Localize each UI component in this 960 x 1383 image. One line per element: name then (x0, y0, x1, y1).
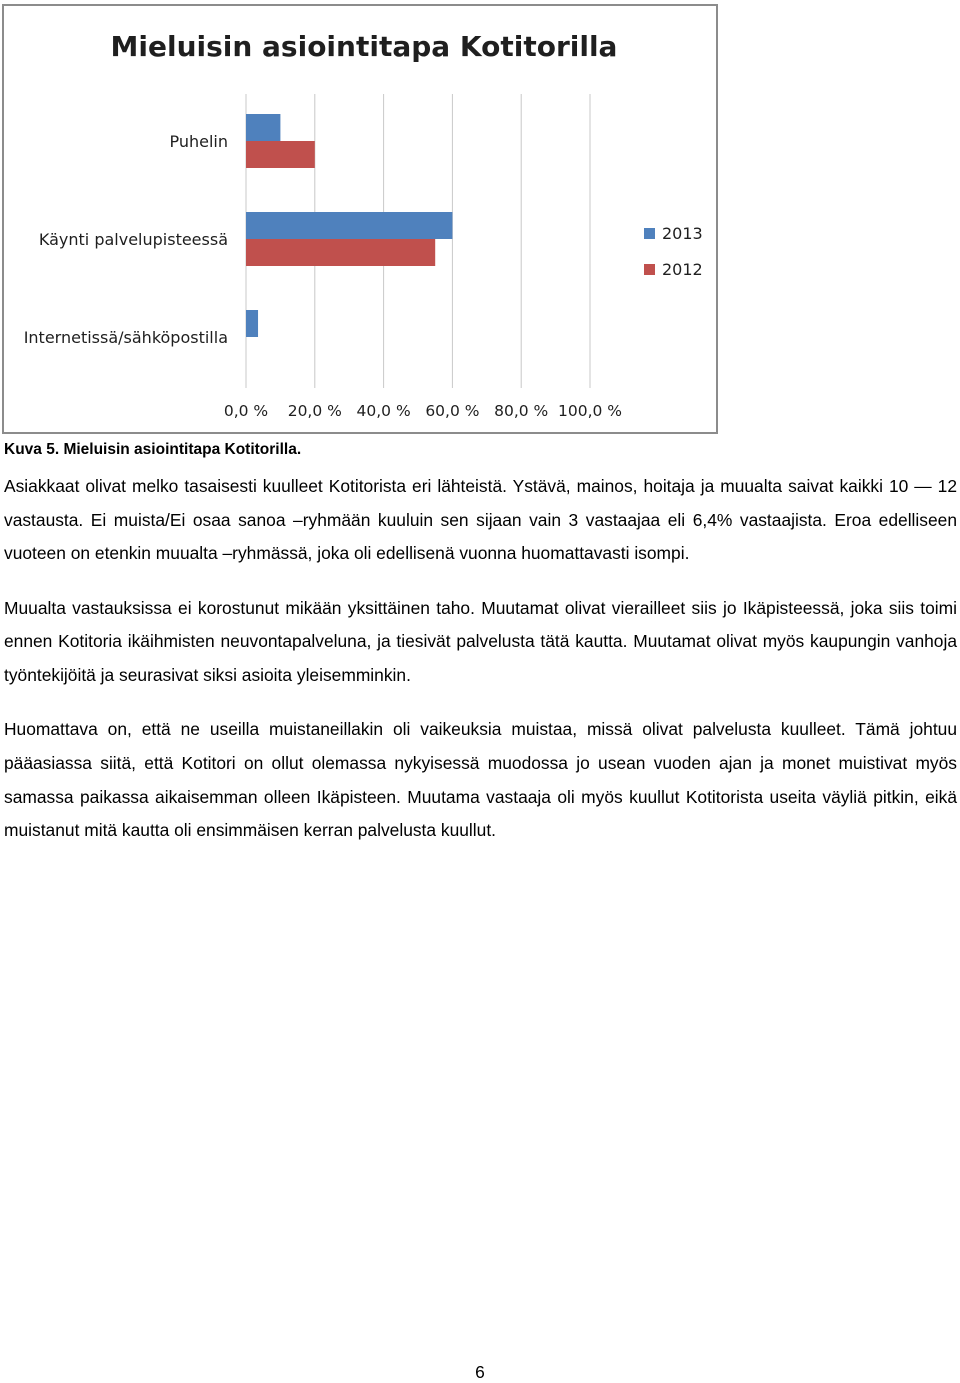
bar-2012 (246, 239, 435, 266)
legend-swatch-2013 (644, 228, 655, 239)
category-label: Puhelin (169, 132, 228, 151)
bar-chart (4, 6, 720, 436)
legend-label-2012: 2012 (662, 260, 703, 279)
bar-2012 (246, 141, 315, 168)
bars (246, 114, 452, 337)
legend-label-2013: 2013 (662, 224, 703, 243)
category-label: Käynti palvelupisteessä (38, 230, 228, 249)
bar-2013 (246, 310, 258, 337)
paragraph-3: Huomattava on, että ne useilla muistaneillakin oli vaikeuksia muistaa, missä olivat palvelusta kuulleet. Tämä johtuu pääasiassa siitä, että Kotitori on ollut olemassa nykyisessä muodossa jo usean vuoden ajan ja monet muistivat myös samassa paikassa aikaisemman olleen Ikäpisteen. Muutama vastaaja oli myös kuullut Kotitorista useita väyliä pitkin, eikä muistanut mitä kautta oli ensimmäisen kerran palvelusta kuullut. (4, 719, 957, 841)
x-tick-label: 0,0 % (223, 402, 269, 420)
chart-title: Mieluisin asiointitapa Kotitorilla (110, 30, 618, 63)
x-axis-tick-labels (224, 402, 622, 420)
x-tick-label: 60,0 % (425, 402, 480, 420)
legend-swatch-2012 (644, 264, 655, 275)
bar-2013 (246, 114, 280, 141)
x-tick-label: 100,0 % (557, 402, 623, 420)
x-tick-label: 20,0 % (287, 402, 342, 420)
paragraph-1: Asiakkaat olivat melko tasaisesti kuulleet Kotitorista eri lähteistä. Ystävä, mainos, hoitaja ja muualta saivat kaikki 10 — 12 vastausta. Ei muista/Ei osaa sanoa –ryhmään kuuluin sen sijaan vain 3 vastaajaa eli 6,4% vastaajista. Eroa edelliseen vuoteen on etenkin muualta –ryhmässä, joka oli edellisenä vuonna huomattavasti isompi. (4, 476, 957, 564)
x-tick-label: 40,0 % (356, 402, 411, 420)
bar-2013 (246, 212, 452, 239)
x-tick-label: 80,0 % (494, 402, 549, 420)
category-label: Internetissä/sähköpostilla (23, 328, 228, 347)
category-labels (24, 132, 228, 347)
chart-frame (2, 4, 718, 434)
body-text (4, 470, 957, 869)
legend (644, 224, 703, 279)
paragraph-2: Muualta vastauksissa ei korostunut mikään yksittäinen taho. Muutamat olivat vierailleet siis jo Ikäpisteessä, joka siis toimi ennen Kotitoria ikäihmisten neuvontapalveluna, ja tiesivät palvelusta tätä kautta. Muutamat olivat myös kaupungin vanhoja työntekijöitä ja seurasivat siksi asioita yleisemminkin. (4, 597, 957, 686)
figure-caption: Kuva 5. Mieluisin asiointitapa Kotitorilla. (4, 441, 302, 458)
page-number: 6 (475, 1362, 485, 1382)
